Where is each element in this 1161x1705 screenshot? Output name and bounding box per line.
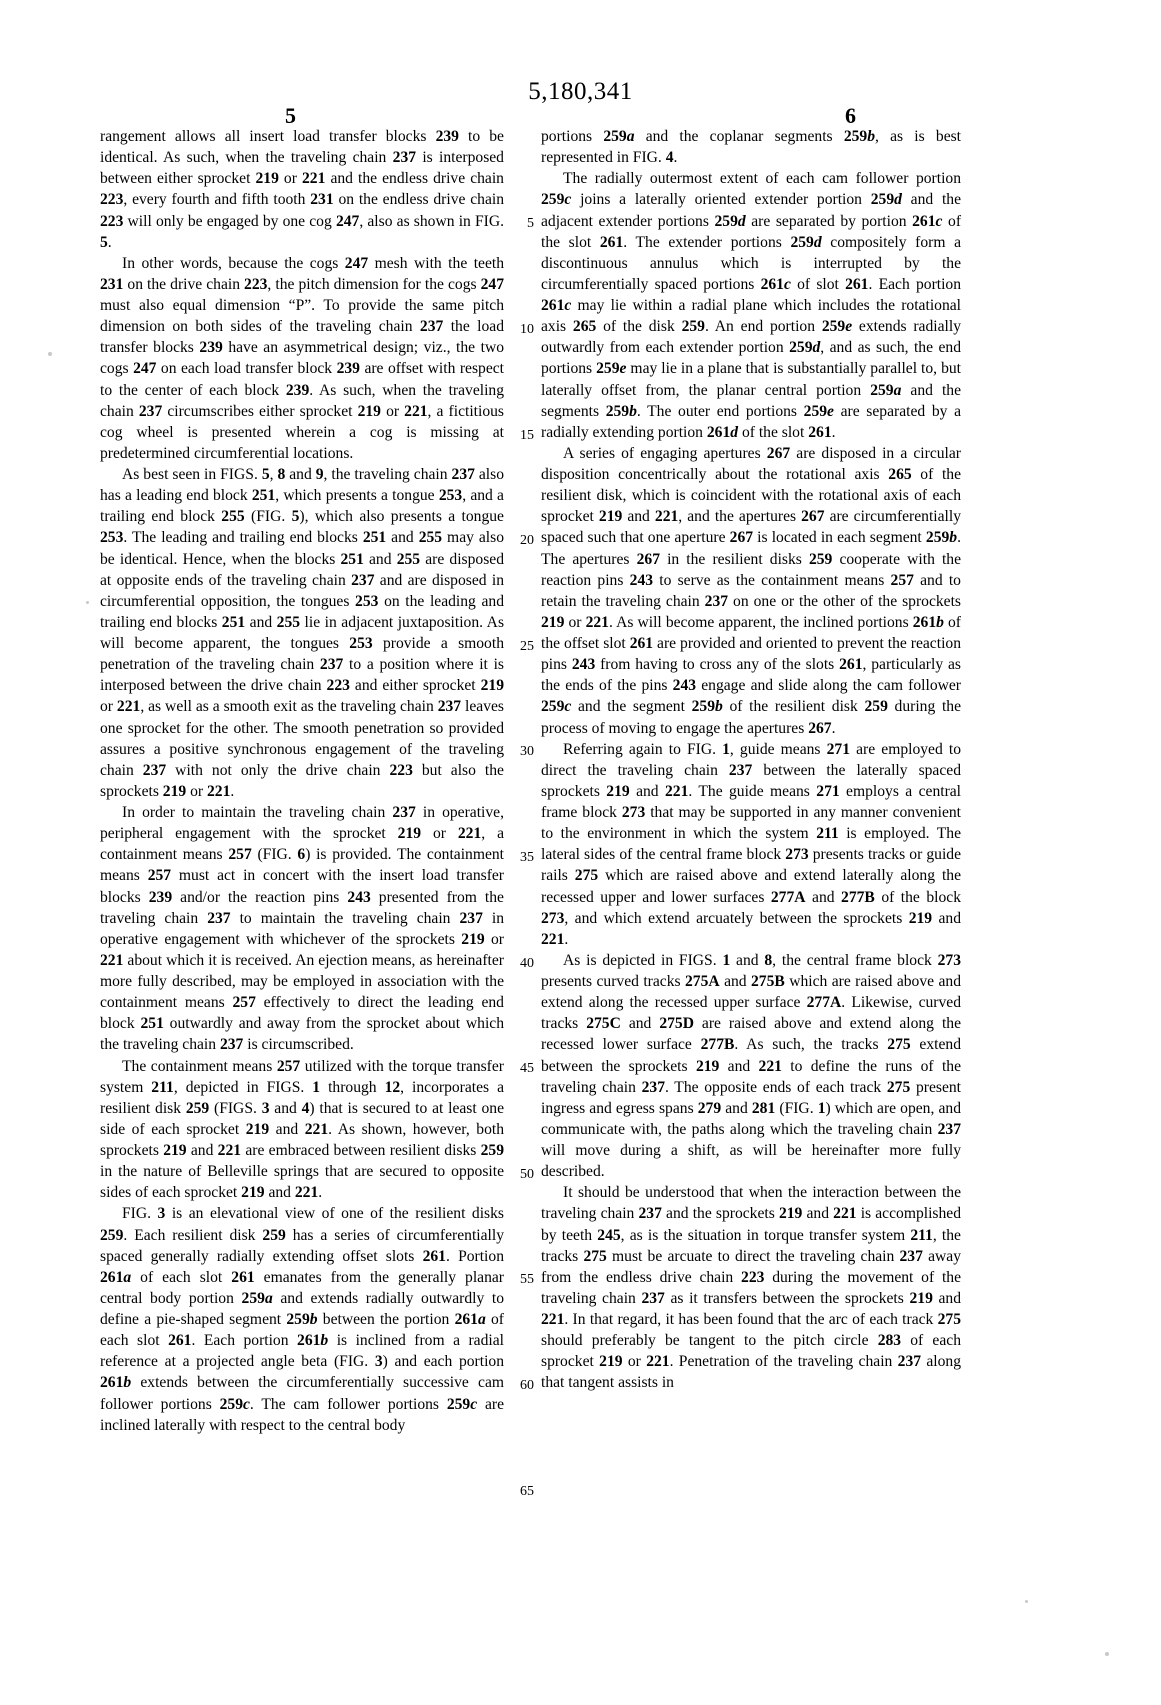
right-column-paragraph: portions 259a and the coplanar segments 259b, as is best represented in FIG. 4. [541,128,962,167]
left-column-paragraph: rangement allows all insert load transfer blocks 239 to be identical. As such, when the traveling chain 237 is interposed between either sprocket 219 or 221 and the endless drive chain 223, every fourth and fifth tooth 231 on the endless drive chain 223 will only be engaged by one cog 247, also as shown in FIG. 5. [100,128,505,251]
left-column-paragraph: FIG. 3 is an elevational view of one of the resilient disks 259. Each resilient disk 259 has a series of circumferentially spaced generally radially extending offset slots 261. Portion 261a of each slot 261 emanates from the generally planar central body portion 259a and extends radially outwardly to define a pie-shaped segment 259b between the portion 261a of each slot 261. Each portion 261b is inclined from a radial reference at a projected angle beta (FIG. 3) and each portion 261b extends between the circumferentially successive cam follower portions 259c. The cam follower portions 259c are inclined laterally with respect to the central body [100,1205,505,1434]
right-column-page-number: 6 [845,103,856,128]
right-column-paragraph: Referring again to FIG. 1, guide means 271 are employed to direct the traveling chain 237 between the laterally spaced sprockets 219 and 221. The guide means 271 employs a central frame block 273 that may be supported in any manner convenient to the environment in which the system 211 is employed. The lateral sides of the central frame block 273 presents tracks or guide rails 275 which are raised above and extend laterally along the recessed upper and lower surfaces 277A and 277B of the block 273, and which extend arcuately between the sprockets 219 and 221. [541,740,962,948]
scan-speck [48,352,52,356]
right-text-column [541,126,961,1394]
scan-speck [1105,1652,1109,1656]
line-number: 35 [520,850,534,866]
left-column-paragraph: As best seen in FIGS. 5, 8 and 9, the traveling chain 237 also has a leading end block 251, which presents a tongue 253, and a trailing end block 255 (FIG. 5), which also presents a tongue 253. The leading and trailing end blocks 251 and 255 may also be identical. Hence, when the blocks 251 and 255 are disposed at opposite ends of the traveling chain 237 and are disposed in circumferential opposition, the tongues 253 on the leading and trailing end blocks 251 and 255 lie in adjacent juxtaposition. As will become apparent, the tongues 253 provide a smooth penetration of the traveling chain 237 to a position where it is interposed between the drive chain 223 and either sprocket 219 or 221, as well as a smooth exit as the traveling chain 237 leaves one sprocket for the other. The smooth penetration so provided assures a positive synchronous engagement of the traveling chain 237 with not only the drive chain 223 but also the sprockets 219 or 221. [100,466,505,800]
line-number: 20 [520,533,534,549]
scan-speck [86,601,89,604]
page-header [0,78,1161,128]
line-number: 40 [520,955,534,971]
line-number-gutter [506,126,534,1576]
left-column-paragraph: In other words, because the cogs 247 mesh with the teeth 231 on the drive chain 223, the pitch dimension for the cogs 247 must also equal dimension “P”. To provide the same pitch dimension on both sides of the traveling chain 237 the load transfer blocks 239 have an asymmetrical design; viz., the two cogs 247 on each load transfer block 239 are offset with respect to the center of each block 239. As such, when the traveling chain 237 circumscribes either sprocket 219 or 221, a fictitious cog wheel is presented wherein a cog is missing at predetermined circumferential locations. [100,254,505,462]
line-number: 55 [520,1272,534,1288]
line-number: 5 [527,216,534,232]
left-text-column [100,126,504,1436]
line-number: 25 [520,638,534,654]
patent-number: 5,180,341 [528,78,633,105]
left-column-page-number: 5 [285,103,296,128]
line-number: 60 [520,1378,534,1394]
right-column-paragraph: As is depicted in FIGS. 1 and 8, the central frame block 273 presents curved tracks 275A and 275B which are raised above and extend along the recessed upper surface 277A. Likewise, curved tracks 275C and 275D are raised above and extend along the recessed lower surface 277B. As such, the tracks 275 extend between the sprockets 219 and 221 to define the runs of the traveling chain 237. The opposite ends of each track 275 present ingress and egress spans 279 and 281 (FIG. 1) which are open, and communicate with, the paths along which the traveling chain 237 will move during a shift, as will be hereinafter more fully described. [541,951,962,1181]
right-column-paragraph: A series of engaging apertures 267 are disposed in a circular disposition concentrically about the rotational axis 265 of the resilient disk, which is coincident with the rotational axis of each sprocket 219 and 221, and the apertures 267 are circumferentially spaced such that one aperture 267 is located in each segment 259b. The apertures 267 in the resilient disks 259 cooperate with the reaction pins 243 to serve as the containment means 257 and to retain the traveling chain 237 on one or the other of the sprockets 219 or 221. As will become apparent, the inclined portions 261b of the offset slot 261 are provided and oriented to prevent the reaction pins 243 from having to cross any of the slots 261, particularly as the ends of the pins 243 engage and slide along the cam follower 259c and the segment 259b of the resilient disk 259 during the process of moving to engage the apertures 267. [541,444,962,737]
line-number: 65 [520,1483,534,1499]
left-column-paragraph: The containment means 257 utilized with the torque transfer system 211, depicted in FIGS. 1 through 12, incorporates a resilient disk 259 (FIGS. 3 and 4) that is secured to at least one side of each sprocket 219 and 221. As shown, however, both sprockets 219 and 221 are embraced between resilient disks 259 in the nature of Belleville springs that are secured to opposite sides of each sprocket 219 and 221. [100,1057,505,1202]
line-number: 10 [520,322,534,338]
line-number: 30 [520,744,534,760]
right-column-paragraph: It should be understood that when the interaction between the traveling chain 237 and the sprockets 219 and 221 is accomplished by teeth 245, as is the situation in torque transfer system 211, the tracks 275 must be arcuate to direct the traveling chain 237 away from the endless drive chain 223 during the movement of the traveling chain 237 as it transfers between the sprockets 219 and 221. In that regard, it has been found that the arc of each track 275 should preferably be tangent to the pitch circle 283 of each sprocket 219 or 221. Penetration of the traveling chain 237 along that tangent assists in [541,1184,961,1392]
line-number: 15 [520,427,534,443]
scan-speck [1025,1600,1028,1603]
right-column-paragraph: The radially outermost extent of each cam follower portion 259c joins a laterally oriented extender portion 259d and the adjacent extender portions 259d are separated by portion 261c of the slot 261. The extender portions 259d compositely form a discontinuous annulus which is interrupted by the circumferentially spaced portions 261c of slot 261. Each portion 261c may lie within a radial plane which includes the rotational axis 265 of the disk 259. An end portion 259e extends radially outwardly from each extender portion 259d, and as such, the end portions 259e may lie in a plane that is substantially parallel to, but laterally offset from, the planar central portion 259a and the segments 259b. The outer end portions 259e are separated by a radially extending portion 261d of the slot 261. [541,170,962,441]
line-number: 45 [520,1061,534,1077]
page-body [0,126,1161,1576]
line-number: 50 [520,1166,534,1182]
left-column-paragraph: In order to maintain the traveling chain 237 in operative, peripheral engagement with the sprocket 219 or 221, a containment means 257 (FIG. 6) is provided. The containment means 257 must act in concert with the insert load transfer blocks 239 and/or the reaction pins 243 presented from the traveling chain 237 to maintain the traveling chain 237 in operative engagement with whichever of the sprockets 219 or 221 about which it is received. An ejection means, as hereinafter more fully described, may be employed in association with the containment means 257 effectively to direct the leading end block 251 outwardly and away from the sprocket about which the traveling chain 237 is circumscribed. [100,804,505,1054]
